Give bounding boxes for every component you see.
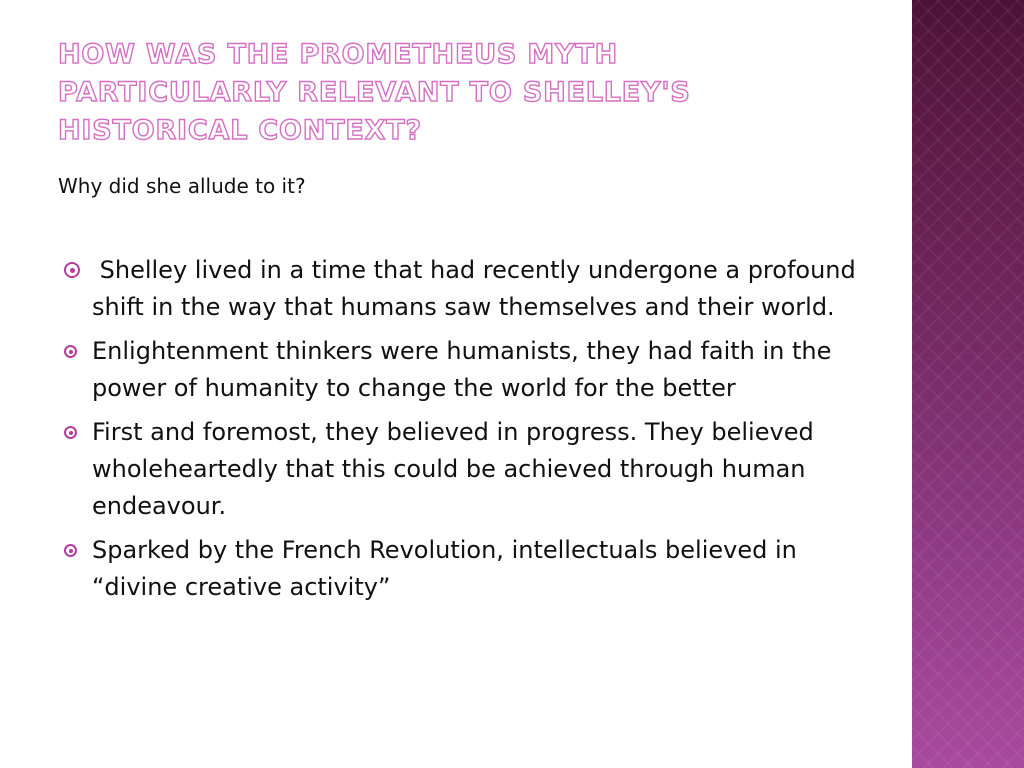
bullet-list — [56, 252, 876, 613]
bullet-circle-icon — [64, 262, 80, 278]
bullet-item — [56, 532, 876, 606]
bullet-text: First and foremost, they believed in progress. They believed wholeheartedly that this could be achieved through human endeavour. — [92, 418, 814, 520]
slide-title: HOW WAS THE PROMETHEUS MYTH PARTICULARLY RELEVANT TO SHELLEY'S HISTORICAL CONTEXT? — [58, 39, 691, 146]
bullet-circle-icon — [64, 345, 77, 358]
bullet-circle-icon — [64, 426, 77, 439]
bullet-text: Sparked by the French Revolution, intellectuals believed in “divine creative activity” — [92, 536, 797, 601]
decorative-side-panel — [912, 0, 1024, 768]
bullet-item — [56, 414, 876, 525]
bullet-item — [56, 333, 876, 407]
bullet-text: Enlightenment thinkers were humanists, they had faith in the power of humanity to change the world for the better — [92, 337, 832, 402]
bullet-circle-icon — [64, 544, 77, 557]
slide-subtitle: Why did she allude to it? — [58, 174, 306, 198]
bullet-item — [56, 252, 876, 326]
bullet-text: Shelley lived in a time that had recently undergone a profound shift in the way that humans saw themselves and their world. — [92, 256, 856, 321]
